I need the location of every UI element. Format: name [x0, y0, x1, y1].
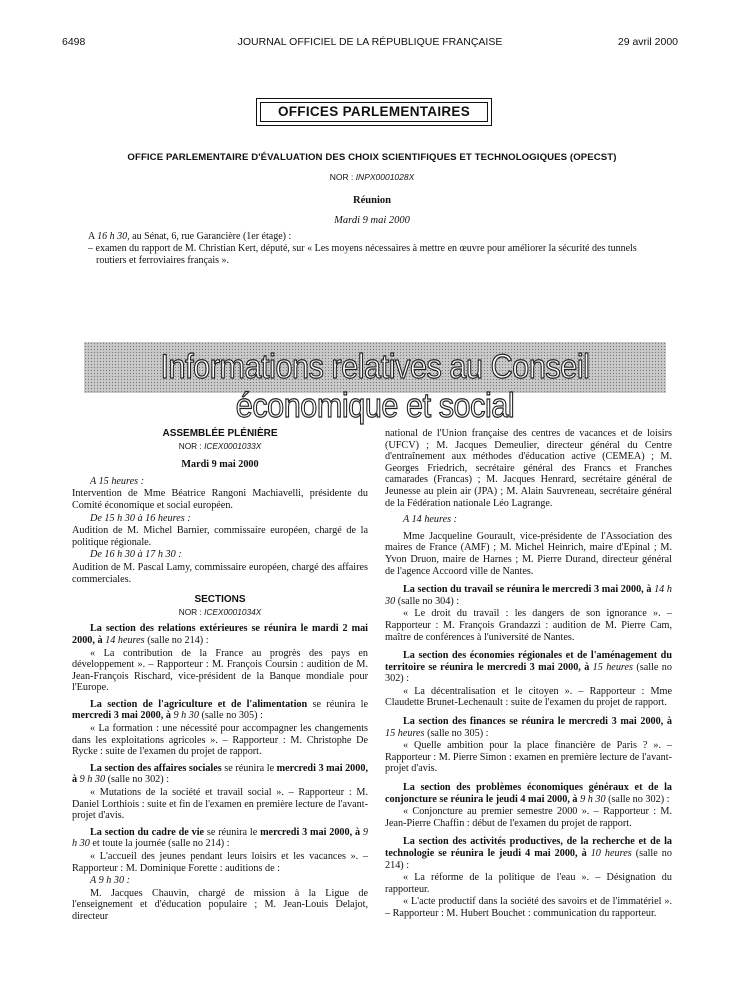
section-announcement: La section de l'agriculture et de l'alimentation se réunira le mercredi 3 mai 2000, à 9 h 30 (salle no 305) : — [72, 698, 368, 722]
paragraph: « L'accueil des jeunes pendant leurs loisirs et les vacances ». – Rapporteur : M. Dominique Forette : auditions de : — [72, 851, 368, 874]
opecst-body — [88, 231, 688, 267]
ces-banner — [84, 342, 666, 425]
time-label: De 16 h 30 à 17 h 30 : — [90, 549, 182, 561]
nor-code: INPX0001028X — [355, 172, 415, 182]
section-announcement: La section des problèmes économiques généraux et de la conjoncture se réunira le jeudi 4 mai 2000, à 9 h 30 (salle no 302) : — [385, 782, 672, 805]
section-announcement: La section des affaires sociales se réunira le mercredi 3 mai 2000, à 9 h 30 (salle no 302) : — [72, 762, 369, 786]
paragraph: Intervention de Mme Béatrice Rangoni Machiavelli, présidente du Comité économique et social européen. — [72, 488, 368, 511]
issue-date: 29 avril 2000 — [617, 36, 678, 48]
opecst-reunion: Réunion — [353, 195, 391, 206]
time-label: De 15 h 30 à 16 heures : — [90, 512, 191, 524]
section-box — [256, 98, 492, 126]
section-announcement: La section des finances se réunira le mercredi 3 mai 2000, à 15 heures (salle no 305) : — [385, 716, 672, 739]
paragraph: M. Jacques Chauvin, chargé de mission à la Ligue de l'enseignement et d'éducation populaire ; M. Jean-Louis Delajot, directeur — [72, 887, 368, 922]
paragraph: « Conjoncture au premier semestre 2000 ». – Rapporteur : M. Jean-Pierre Chaffin : début de l'examen du projet de rapport. — [385, 806, 672, 829]
paragraph: « La formation : une nécessité pour accompagner les changements dans les exploitations agricoles ». – Rapporteur : M. Christophe De Rycke : suite de l'examen du projet de rapport. — [72, 723, 368, 758]
paragraph: « Le droit du travail : les dangers de son ignorance ». – Rapporteur : M. François Grandazzi : audition de M. Pierre Cam, maître de conférences à l'université de Nantes. — [385, 608, 672, 643]
nor-label: NOR : — [329, 172, 356, 182]
left-column — [72, 428, 368, 924]
time-label: A 9 h 30 : — [90, 875, 130, 887]
paragraph: « Quelle ambition pour la place financière de Paris ? ». – Rapporteur : M. Pierre Simon : examen en première lecture de l'avant-projet d'avis. — [385, 740, 672, 775]
opecst-line: routiers et ferroviaires français ». — [96, 255, 229, 266]
assemblee-date: Mardi 9 mai 2000 — [181, 459, 259, 471]
assemblee-pleniere-heading: ASSEMBLÉE PLÉNIÈRE — [162, 428, 278, 439]
section-announcement: La section du cadre de vie se réunira le mercredi 3 mai 2000, à 9 h 30 et toute la journée (salle no 214) : — [72, 826, 369, 850]
paragraph: « La décentralisation et le citoyen ». – Rapporteur : Mme Claudette Brunet-Lechenault : suite de l'examen du projet de rapport. — [385, 685, 672, 709]
paragraph: « La réforme de la politique de l'eau ». – Désignation du rapporteur. — [385, 872, 672, 895]
paragraph: Audition de M. Pascal Lamy, commissaire européen, chargé des affaires commerciales. — [72, 561, 368, 585]
opecst-date: Mardi 9 mai 2000 — [334, 215, 410, 226]
opecst-title: OFFICE PARLEMENTAIRE D'ÉVALUATION DES CHOIX SCIENTIFIQUES ET TECHNOLOGIQUES (OPECST) — [127, 152, 617, 163]
opecst-nor — [62, 172, 682, 182]
section-announcement: La section des économies régionales et de l'aménagement du territoire se réunira le mercredi 3 mai 2000, à 15 heures (salle no 302) : — [385, 650, 672, 685]
paragraph: « Mutations de la société et travail social ». – Rapporteur : M. Daniel Lorthiois : suite et fin de l'examen en première lecture de l'avant-projet d'avis. — [72, 787, 368, 822]
paragraph: national de l'Union française des centres de vacances et de loisirs (UFCV) ; M. Jacques Demeulier, directeur général du Centre d'entraînement aux méthodes d'éducation active (CEMEA) ; M. Georges Friedrich, secrétaire général des Francs et Franches camarades (Francas) ; M. Jacques Henrard, secrétaire général de Jeunesse au plein air (JPA) ; M. Alain Sauvreneau, secrétaire général de la Fédération nationale Léo Lagrange. — [385, 428, 672, 509]
time-label: A 15 heures : — [90, 475, 145, 487]
right-column — [385, 428, 672, 921]
section-box-title: OFFICES PARLEMENTAIRES — [260, 102, 488, 122]
section-announcement: La section des activités productives, de la recherche et de la technologie se réunira le jeudi 4 mai 2000, à 10 heures (salle no 214) : — [385, 836, 672, 871]
sections-nor: NOR : ICEX0001034X — [178, 606, 262, 617]
sections-heading: SECTIONS — [194, 594, 246, 606]
time-label: A 14 heures : — [403, 514, 458, 526]
paragraph: Audition de M. Michel Barnier, commissaire européen, chargé de la politique régionale. — [72, 525, 368, 548]
assemblee-nor: NOR : ICEX0001033X — [178, 440, 262, 451]
section-announcement: La section des relations extérieures se réunira le mardi 2 mai 2000, à 14 heures (salle no 214) : — [72, 623, 368, 646]
banner-title: Informations relatives au Conseil économique et social — [160, 348, 590, 425]
journal-title: JOURNAL OFFICIEL DE LA RÉPUBLIQUE FRANÇAISE — [237, 36, 503, 48]
opecst-line: – examen du rapport de M. Christian Kert, député, sur « Les moyens nécessaires à mettre en œuvre pour améliorer la sécurité des tunnels — [88, 243, 637, 254]
opecst-line: A 16 h 30, au Sénat, 6, rue Garancière (1er étage) : — [88, 231, 292, 242]
page-number: 6498 — [62, 36, 86, 48]
section-announcement: La section du travail se réunira le mercredi 3 mai 2000, à 14 h 30 (salle no 304) : — [385, 584, 673, 607]
paragraph: « La contribution de la France au progrès des pays en développement ». – Rapporteur : M. François Coursin : audition de M. Jean-François Rischard, vice-président de la Banque mondiale pour l'Europe. — [72, 647, 368, 694]
page-header — [62, 36, 678, 50]
paragraph: Mme Jacqueline Gourault, vice-présidente de l'Association des maires de France (AMF) ; M. Michel Heinrich, maire d'Epinal ; M. Yvon Druon, maire de Harnes ; M. Pierre Durand, directeur général de l'agence Accoord ville de Nantes. — [385, 530, 672, 577]
paragraph: « L'acte productif dans la société des savoirs et de l'immatériel ». – Rapporteur : M. Hubert Bouchet : communication du rapporteur. — [385, 896, 672, 919]
